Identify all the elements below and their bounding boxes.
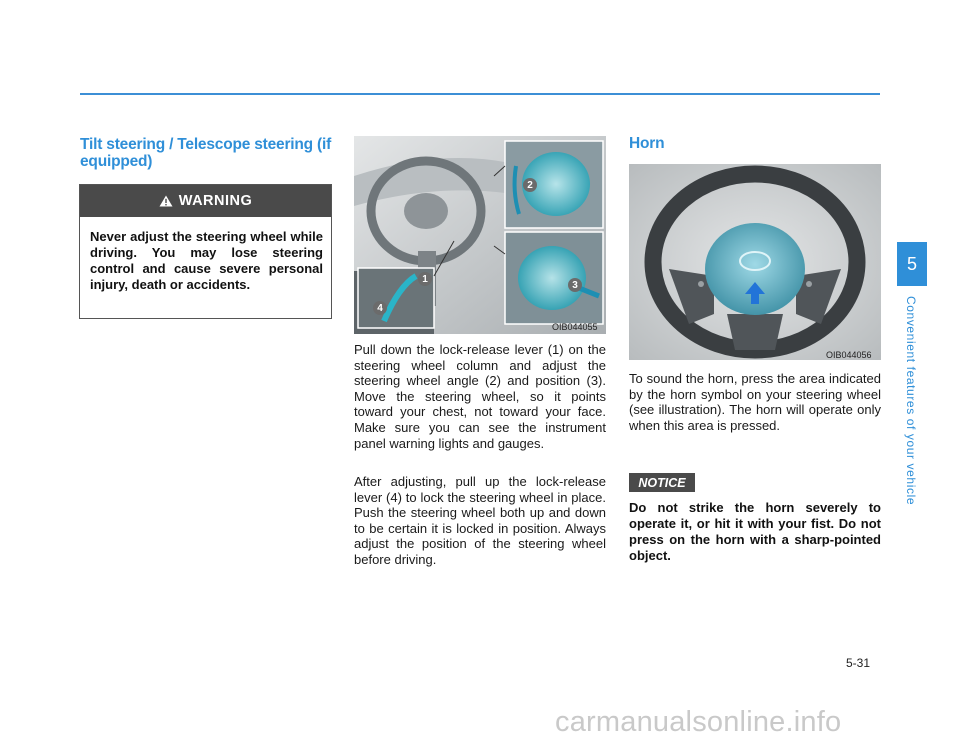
chapter-title: Convenient features of your vehicle (904, 296, 918, 506)
warning-label: WARNING (178, 193, 253, 209)
notice-label: NOTICE (629, 473, 695, 492)
paragraph-adjust: Pull down the lock-release lever (1) on the steering wheel column and adjust the steering wheel angle (2) and position (3). Move the steering wheel, so it points toward your chest, not toward your face. Make sure you can see the instrument panel warning lights and gauges. (354, 342, 606, 451)
callout-4: 4 (373, 301, 387, 315)
steering-adjustment-illustration (354, 136, 606, 334)
figure-code-horn: OIB044056 (826, 350, 872, 360)
figure-code-steering: OIB044055 (552, 322, 598, 332)
callout-1: 1 (418, 272, 432, 286)
page-number: 5-31 (846, 656, 871, 670)
paragraph-horn: To sound the horn, press the area indicated by the horn symbol on your steering wheel (see illustration). The horn will operate only when this area is pressed. (629, 371, 881, 433)
paragraph-lock: After adjusting, pull up the lock-release lever (4) to lock the steering wheel in place. Push the steering wheel both up and down to be certain it is locked in position. Always adjust the position of the steering wheel before driving. (354, 474, 606, 567)
warning-text: Never adjust the steering wheel while driving. You may lose steering control and cause severe personal injury, death or accidents. (90, 229, 323, 292)
warning-triangle-icon (159, 195, 173, 207)
section-title-tilt-steering: Tilt steering / Telescope steering (if equipped) (80, 136, 332, 170)
callout-3: 3 (568, 278, 582, 292)
horn-illustration (629, 164, 881, 360)
section-title-horn: Horn (629, 135, 665, 152)
callout-2: 2 (523, 178, 537, 192)
warning-box (79, 184, 332, 319)
notice-text: Do not strike the horn severely to operate it, or hit it with your fist. Do not press on the horn with a sharp-pointed object. (629, 500, 881, 563)
warning-header (80, 185, 331, 217)
watermark: carmanualsonline.info (555, 706, 842, 738)
chapter-number-tab: 5 (897, 242, 927, 286)
header-rule (80, 93, 880, 95)
